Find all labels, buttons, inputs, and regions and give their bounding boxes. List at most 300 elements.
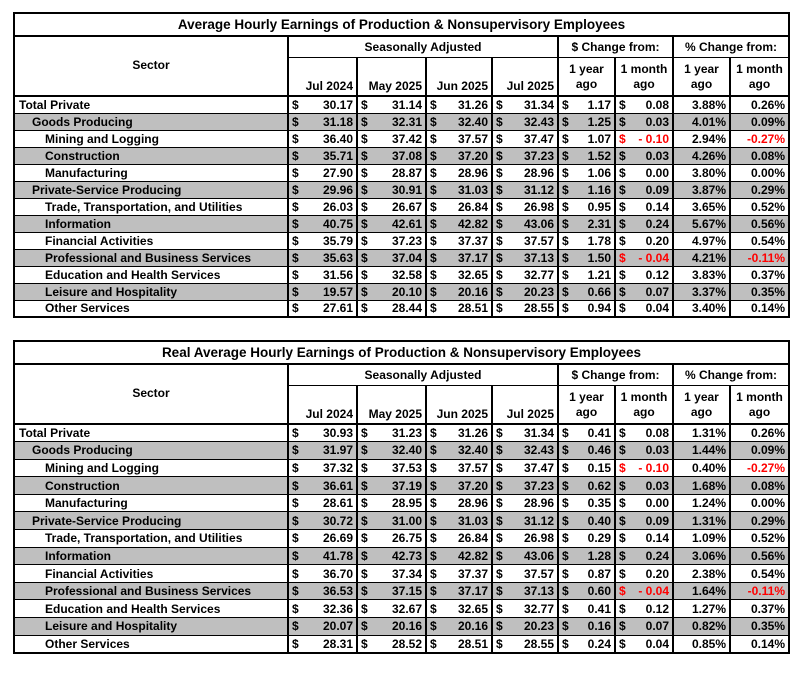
column-group-seasonally-adjusted: Seasonally Adjusted <box>288 364 558 386</box>
dollar-sign: $ <box>292 566 299 581</box>
dollar-sign: $ <box>619 284 626 299</box>
cell-value: 20.10 <box>391 284 422 299</box>
earnings-value <box>492 181 558 198</box>
cell-value: 0.12 <box>645 601 669 616</box>
earnings-value <box>492 618 558 636</box>
table-row <box>14 215 789 232</box>
dollar-sign: $ <box>562 233 569 248</box>
dollar-sign: $ <box>496 478 503 493</box>
dollar-sign: $ <box>562 284 569 299</box>
dollar-sign: $ <box>292 97 299 112</box>
dollar-sign: $ <box>562 216 569 231</box>
dollar-sign: $ <box>430 165 437 180</box>
table-average-hourly-earnings <box>13 12 790 318</box>
column-group-percent-change: % Change from: <box>673 36 789 58</box>
percent-change-1yr: 1.64% <box>673 582 730 600</box>
column-header-change: 1 month ago <box>615 58 673 97</box>
dollar-sign: $ <box>496 165 503 180</box>
dollar-sign: $ <box>430 426 437 441</box>
earnings-value <box>357 635 426 653</box>
dollar-sign: $ <box>292 233 299 248</box>
dollar-change-1mo <box>615 547 673 565</box>
cell-value: 31.34 <box>523 426 554 441</box>
dollar-change-1mo <box>615 635 673 653</box>
earnings-value <box>426 198 492 215</box>
dollar-sign: $ <box>562 199 569 214</box>
percent-change-1yr: 4.21% <box>673 249 730 266</box>
sector-label: Professional and Business Services <box>14 249 288 266</box>
dollar-change-1yr <box>558 300 615 317</box>
cell-value: 35.79 <box>322 233 353 248</box>
percent-change-1yr: 0.85% <box>673 635 730 653</box>
dollar-change-1yr <box>558 147 615 164</box>
sector-label: Construction <box>14 147 288 164</box>
cell-value: 20.16 <box>457 619 488 634</box>
table-row <box>14 96 789 113</box>
earnings-value <box>288 442 357 460</box>
percent-change-1yr: 1.27% <box>673 600 730 618</box>
cell-value: 32.40 <box>457 114 488 129</box>
earnings-value <box>492 130 558 147</box>
cell-value: 1.07 <box>587 131 611 146</box>
column-header-change: 1 month ago <box>730 58 789 97</box>
dollar-change-1mo <box>615 232 673 249</box>
dollar-change-1mo <box>615 565 673 583</box>
dollar-sign: $ <box>496 566 503 581</box>
earnings-value <box>288 198 357 215</box>
dollar-sign: $ <box>562 636 569 651</box>
dollar-sign: $ <box>430 513 437 528</box>
cell-value: 37.47 <box>523 131 554 146</box>
earnings-value <box>288 232 357 249</box>
dollar-sign: $ <box>496 496 503 511</box>
dollar-change-1mo <box>615 147 673 164</box>
dollar-change-1yr <box>558 198 615 215</box>
earnings-value <box>426 494 492 512</box>
dollar-sign: $ <box>361 601 368 616</box>
sector-label: Mining and Logging <box>14 130 288 147</box>
dollar-sign: $ <box>361 284 368 299</box>
cell-value: 0.07 <box>645 284 669 299</box>
sector-label: Other Services <box>14 300 288 317</box>
dollar-change-1yr <box>558 442 615 460</box>
earnings-value <box>357 477 426 495</box>
cell-value: 41.78 <box>322 548 353 563</box>
column-header-month: Jul 2024 <box>288 58 357 97</box>
dollar-sign: $ <box>292 636 299 651</box>
percent-change-1yr: 0.82% <box>673 618 730 636</box>
table-title-row <box>14 341 789 364</box>
cell-value: 0.12 <box>645 267 669 282</box>
dollar-sign: $ <box>562 165 569 180</box>
earnings-value <box>357 164 426 181</box>
dollar-sign: $ <box>292 216 299 231</box>
table-title: Real Average Hourly Earnings of Production & Nonsupervisory Employees <box>14 341 789 364</box>
cell-value: 40.75 <box>322 216 353 231</box>
dollar-sign: $ <box>619 97 626 112</box>
earnings-value <box>357 582 426 600</box>
percent-change-1mo: 0.08% <box>730 147 789 164</box>
dollar-sign: $ <box>562 97 569 112</box>
cell-value: 1.25 <box>587 114 611 129</box>
dollar-sign: $ <box>496 531 503 546</box>
earnings-value <box>492 424 558 442</box>
table-title-row <box>14 13 789 36</box>
dollar-sign: $ <box>496 233 503 248</box>
dollar-sign: $ <box>430 601 437 616</box>
percent-change-1yr: 3.83% <box>673 266 730 283</box>
cell-value: 37.57 <box>457 131 488 146</box>
earnings-value <box>288 582 357 600</box>
earnings-value <box>357 147 426 164</box>
dollar-sign: $ <box>562 548 569 563</box>
cell-value: 37.08 <box>391 148 422 163</box>
earnings-value <box>426 530 492 548</box>
cell-value: 28.31 <box>322 636 353 651</box>
dollar-sign: $ <box>430 531 437 546</box>
dollar-sign: $ <box>619 199 626 214</box>
dollar-sign: $ <box>361 531 368 546</box>
cell-value: 20.23 <box>523 619 554 634</box>
earnings-value <box>357 232 426 249</box>
earnings-value <box>288 618 357 636</box>
cell-value: 1.16 <box>587 182 611 197</box>
dollar-sign: $ <box>496 131 503 146</box>
dollar-sign: $ <box>361 301 368 316</box>
percent-change-1mo: 0.37% <box>730 600 789 618</box>
cell-value: 31.14 <box>391 97 422 112</box>
dollar-sign: $ <box>361 548 368 563</box>
cell-value: 28.52 <box>391 636 422 651</box>
table-body <box>14 96 789 317</box>
cell-value: 43.06 <box>523 216 554 231</box>
earnings-value <box>357 266 426 283</box>
sector-label: Professional and Business Services <box>14 582 288 600</box>
dollar-sign: $ <box>430 114 437 129</box>
dollar-change-1yr <box>558 424 615 442</box>
earnings-value <box>492 477 558 495</box>
cell-value: 28.51 <box>457 636 488 651</box>
sector-label: Manufacturing <box>14 164 288 181</box>
dollar-sign: $ <box>562 426 569 441</box>
cell-value: 31.97 <box>322 443 353 458</box>
dollar-sign: $ <box>361 131 368 146</box>
cell-value: 0.07 <box>645 619 669 634</box>
percent-change-1yr: 1.24% <box>673 494 730 512</box>
dollar-change-1mo <box>615 198 673 215</box>
cell-value: 0.41 <box>587 601 611 616</box>
dollar-sign: $ <box>562 443 569 458</box>
dollar-sign: $ <box>496 584 503 599</box>
table-row <box>14 530 789 548</box>
earnings-value <box>357 300 426 317</box>
cell-value: 0.20 <box>645 233 669 248</box>
dollar-change-1yr <box>558 477 615 495</box>
cell-value: 0.24 <box>645 548 669 563</box>
cell-value: 26.98 <box>523 199 554 214</box>
earnings-value <box>288 600 357 618</box>
dollar-sign: $ <box>496 636 503 651</box>
cell-value: 0.09 <box>645 513 669 528</box>
dollar-sign: $ <box>361 250 368 265</box>
dollar-change-1yr <box>558 130 615 147</box>
cell-value: 32.65 <box>457 267 488 282</box>
column-header-change: 1 month ago <box>615 386 673 425</box>
sector-label: Education and Health Services <box>14 266 288 283</box>
dollar-change-1yr <box>558 635 615 653</box>
earnings-value <box>426 147 492 164</box>
dollar-sign: $ <box>361 233 368 248</box>
cell-value: 1.17 <box>587 97 611 112</box>
sector-label: Financial Activities <box>14 232 288 249</box>
dollar-sign: $ <box>562 301 569 316</box>
percent-change-1mo: 0.26% <box>730 96 789 113</box>
table-real-average-hourly-earnings <box>13 340 790 654</box>
earnings-value <box>492 635 558 653</box>
earnings-value <box>426 232 492 249</box>
percent-change-1yr: 3.80% <box>673 164 730 181</box>
percent-change-1yr: 5.67% <box>673 215 730 232</box>
dollar-change-1yr <box>558 96 615 113</box>
cell-value: 32.40 <box>391 443 422 458</box>
header-group-row <box>14 36 789 58</box>
table-row <box>14 477 789 495</box>
dollar-sign: $ <box>619 636 626 651</box>
dollar-sign: $ <box>619 548 626 563</box>
dollar-change-1mo <box>615 530 673 548</box>
cell-value: 32.65 <box>457 601 488 616</box>
column-group-seasonally-adjusted: Seasonally Adjusted <box>288 36 558 58</box>
dollar-change-1yr <box>558 266 615 283</box>
dollar-sign: $ <box>361 148 368 163</box>
earnings-value <box>357 530 426 548</box>
dollar-sign: $ <box>619 513 626 528</box>
dollar-sign: $ <box>562 601 569 616</box>
cell-value: 32.77 <box>523 267 554 282</box>
dollar-sign: $ <box>292 250 299 265</box>
cell-value: 0.09 <box>645 182 669 197</box>
table-row <box>14 635 789 653</box>
sector-label: Financial Activities <box>14 565 288 583</box>
cell-value: 37.37 <box>457 566 488 581</box>
earnings-value <box>357 113 426 130</box>
cell-value: - 0.10 <box>638 460 669 475</box>
dollar-sign: $ <box>430 636 437 651</box>
cell-value: 28.61 <box>322 496 353 511</box>
dollar-change-1mo <box>615 582 673 600</box>
sector-label: Private-Service Producing <box>14 512 288 530</box>
earnings-value <box>492 198 558 215</box>
cell-value: 30.17 <box>322 97 353 112</box>
dollar-sign: $ <box>361 496 368 511</box>
cell-value: 42.73 <box>391 548 422 563</box>
sector-label: Information <box>14 547 288 565</box>
earnings-value <box>492 283 558 300</box>
dollar-change-1yr <box>558 600 615 618</box>
dollar-sign: $ <box>619 478 626 493</box>
dollar-sign: $ <box>562 566 569 581</box>
earnings-value <box>357 283 426 300</box>
dollar-sign: $ <box>496 216 503 231</box>
dollar-sign: $ <box>430 443 437 458</box>
earnings-value <box>492 215 558 232</box>
dollar-sign: $ <box>619 301 626 316</box>
cell-value: 32.67 <box>391 601 422 616</box>
cell-value: - 0.10 <box>638 131 669 146</box>
dollar-change-1mo <box>615 164 673 181</box>
dollar-change-1yr <box>558 249 615 266</box>
table-row <box>14 600 789 618</box>
earnings-value <box>492 600 558 618</box>
cell-value: 0.03 <box>645 148 669 163</box>
percent-change-1mo: 0.29% <box>730 512 789 530</box>
cell-value: 31.12 <box>523 182 554 197</box>
column-group-percent-change: % Change from: <box>673 364 789 386</box>
dollar-sign: $ <box>496 548 503 563</box>
earnings-value <box>288 130 357 147</box>
percent-change-1yr: 1.31% <box>673 424 730 442</box>
cell-value: 0.08 <box>645 426 669 441</box>
earnings-value <box>288 147 357 164</box>
dollar-sign: $ <box>496 97 503 112</box>
dollar-sign: $ <box>430 199 437 214</box>
dollar-sign: $ <box>619 601 626 616</box>
earnings-value <box>426 547 492 565</box>
sector-label: Goods Producing <box>14 113 288 130</box>
table-row <box>14 424 789 442</box>
cell-value: 29.96 <box>322 182 353 197</box>
cell-value: - 0.04 <box>638 584 669 599</box>
cell-value: 28.51 <box>457 301 488 316</box>
earnings-value <box>492 565 558 583</box>
percent-change-1mo: 0.14% <box>730 300 789 317</box>
percent-change-1mo: 0.35% <box>730 283 789 300</box>
percent-change-1mo: 0.26% <box>730 424 789 442</box>
earnings-value <box>426 283 492 300</box>
earnings-value <box>492 459 558 477</box>
earnings-value <box>492 147 558 164</box>
percent-change-1yr: 1.68% <box>673 477 730 495</box>
earnings-value <box>357 249 426 266</box>
dollar-sign: $ <box>361 267 368 282</box>
dollar-sign: $ <box>292 165 299 180</box>
dollar-sign: $ <box>562 513 569 528</box>
cell-value: 32.77 <box>523 601 554 616</box>
dollar-sign: $ <box>430 478 437 493</box>
sector-label: Private-Service Producing <box>14 181 288 198</box>
cell-value: 37.32 <box>322 460 353 475</box>
cell-value: 26.75 <box>391 531 422 546</box>
sector-label: Mining and Logging <box>14 459 288 477</box>
dollar-sign: $ <box>619 584 626 599</box>
dollar-sign: $ <box>430 284 437 299</box>
dollar-sign: $ <box>562 267 569 282</box>
dollar-sign: $ <box>292 301 299 316</box>
dollar-sign: $ <box>292 284 299 299</box>
earnings-value <box>288 113 357 130</box>
dollar-sign: $ <box>619 619 626 634</box>
cell-value: 36.53 <box>322 584 353 599</box>
dollar-sign: $ <box>496 250 503 265</box>
dollar-sign: $ <box>430 584 437 599</box>
percent-change-1mo: 0.35% <box>730 618 789 636</box>
cell-value: 31.56 <box>322 267 353 282</box>
dollar-sign: $ <box>562 496 569 511</box>
earnings-value <box>357 618 426 636</box>
dollar-change-1mo <box>615 96 673 113</box>
cell-value: 0.20 <box>645 566 669 581</box>
dollar-sign: $ <box>562 531 569 546</box>
dollar-sign: $ <box>361 619 368 634</box>
cell-value: 0.66 <box>587 284 611 299</box>
dollar-change-1yr <box>558 565 615 583</box>
cell-value: 37.57 <box>523 233 554 248</box>
cell-value: 35.71 <box>322 148 353 163</box>
dollar-sign: $ <box>430 619 437 634</box>
cell-value: 0.15 <box>587 460 611 475</box>
cell-value: 37.20 <box>457 478 488 493</box>
cell-value: 0.46 <box>587 443 611 458</box>
cell-value: 20.16 <box>391 619 422 634</box>
earnings-value <box>426 164 492 181</box>
dollar-sign: $ <box>496 284 503 299</box>
cell-value: 28.95 <box>391 496 422 511</box>
earnings-value <box>288 283 357 300</box>
cell-value: 27.61 <box>322 301 353 316</box>
earnings-value <box>426 618 492 636</box>
dollar-sign: $ <box>619 443 626 458</box>
dollar-change-1yr <box>558 283 615 300</box>
column-header-month: Jun 2025 <box>426 58 492 97</box>
cell-value: 30.91 <box>391 182 422 197</box>
column-header-change: 1 year ago <box>558 58 615 97</box>
earnings-value <box>492 164 558 181</box>
cell-value: 37.23 <box>523 148 554 163</box>
dollar-change-1mo <box>615 424 673 442</box>
earnings-value <box>357 442 426 460</box>
dollar-sign: $ <box>361 636 368 651</box>
cell-value: 1.28 <box>587 548 611 563</box>
earnings-value <box>288 215 357 232</box>
dollar-change-1yr <box>558 459 615 477</box>
cell-value: 28.96 <box>523 165 554 180</box>
earnings-value <box>426 113 492 130</box>
table-row <box>14 164 789 181</box>
cell-value: 0.24 <box>587 636 611 651</box>
percent-change-1mo: 0.54% <box>730 232 789 249</box>
cell-value: 26.03 <box>322 199 353 214</box>
cell-value: 37.17 <box>457 584 488 599</box>
dollar-sign: $ <box>292 619 299 634</box>
dollar-sign: $ <box>361 182 368 197</box>
cell-value: 32.43 <box>523 114 554 129</box>
earnings-value <box>288 266 357 283</box>
dollar-change-1mo <box>615 512 673 530</box>
cell-value: 37.04 <box>391 250 422 265</box>
table-row <box>14 512 789 530</box>
cell-value: 36.70 <box>322 566 353 581</box>
dollar-sign: $ <box>292 426 299 441</box>
dollar-sign: $ <box>292 513 299 528</box>
cell-value: 26.84 <box>457 531 488 546</box>
dollar-sign: $ <box>292 548 299 563</box>
cell-value: 31.03 <box>457 182 488 197</box>
cell-value: 0.24 <box>645 216 669 231</box>
sector-label: Total Private <box>14 424 288 442</box>
cell-value: 28.87 <box>391 165 422 180</box>
column-header-change: 1 year ago <box>673 386 730 425</box>
cell-value: 28.96 <box>523 496 554 511</box>
